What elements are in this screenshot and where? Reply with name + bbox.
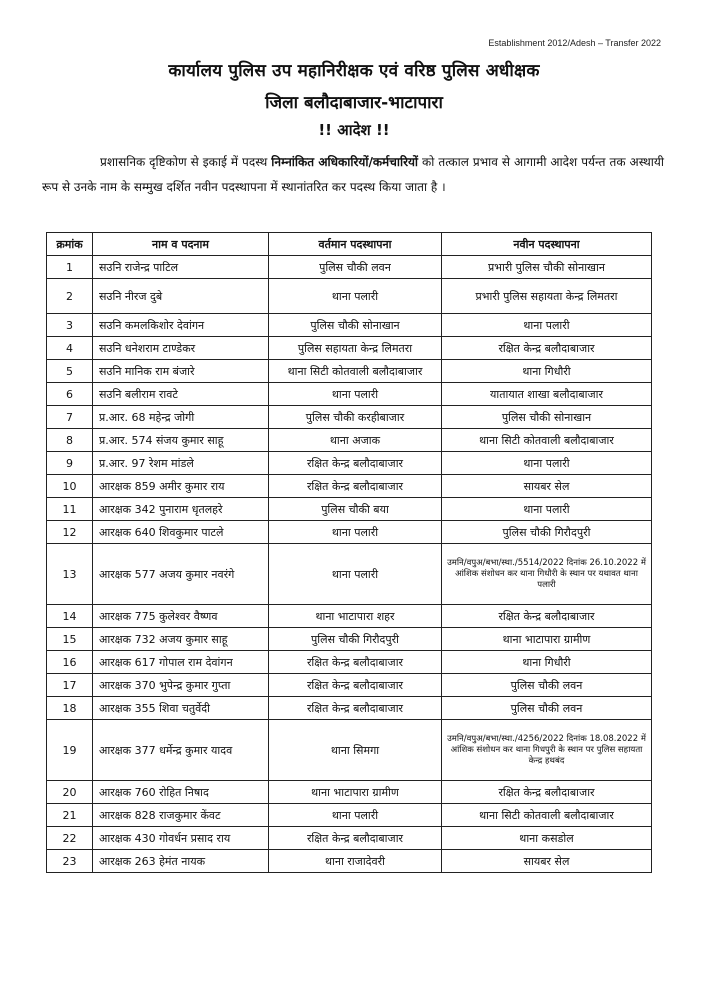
cell-new-posting: थाना सिटी कोतवाली बलौदाबाजार [442, 429, 652, 452]
cell-serial: 18 [47, 697, 93, 720]
cell-name: आरक्षक 430 गोवर्धन प्रसाद राय [93, 827, 269, 850]
cell-name: आरक्षक 342 पुनाराम धृतलहरे [93, 498, 269, 521]
table-row [47, 452, 652, 475]
header-new-posting: नवीन पदस्थापना [442, 233, 652, 256]
cell-serial: 16 [47, 651, 93, 674]
cell-serial: 12 [47, 521, 93, 544]
cell-name: सउनि कमलकिशोर देवांगन [93, 314, 269, 337]
cell-new-posting: थाना पलारी [442, 498, 652, 521]
cell-new-posting: पुलिस चौकी लवन [442, 697, 652, 720]
cell-current-posting: थाना भाटापारा शहर [269, 605, 442, 628]
cell-current-posting: पुलिस चौकी बया [269, 498, 442, 521]
cell-name: आरक्षक 828 राजकुमार केंवट [93, 804, 269, 827]
table-row [47, 406, 652, 429]
cell-new-posting: थाना सिटी कोतवाली बलौदाबाजार [442, 804, 652, 827]
cell-serial: 17 [47, 674, 93, 697]
cell-serial: 19 [47, 720, 93, 781]
table-row [47, 337, 652, 360]
cell-name: आरक्षक 577 अजय कुमार नवरंगे [93, 544, 269, 605]
cell-current-posting: पुलिस चौकी करहीबाजार [269, 406, 442, 429]
cell-serial: 9 [47, 452, 93, 475]
cell-current-posting: पुलिस सहायता केन्द्र लिमतरा [269, 337, 442, 360]
cell-new-posting: रक्षित केन्द्र बलौदाबाजार [442, 605, 652, 628]
table-row [47, 544, 652, 605]
cell-name: आरक्षक 377 धर्मेन्द्र कुमार यादव [93, 720, 269, 781]
cell-new-posting: सायबर सेल [442, 475, 652, 498]
cell-serial: 1 [47, 256, 93, 279]
cell-new-posting: प्रभारी पुलिस चौकी सोनाखान [442, 256, 652, 279]
transfer-table [46, 232, 652, 873]
cell-new-posting: थाना कसडोल [442, 827, 652, 850]
cell-current-posting: थाना सिमगा [269, 720, 442, 781]
cell-current-posting: रक्षित केन्द्र बलौदाबाजार [269, 827, 442, 850]
cell-current-posting: थाना सिटी कोतवाली बलौदाबाजार [269, 360, 442, 383]
cell-current-posting: रक्षित केन्द्र बलौदाबाजार [269, 452, 442, 475]
cell-new-posting: उमनि/वपुअ/बभा/स्था./4256/2022 दिनांक 18.08.2022 में आंशिक संशोधन कर थाना गिधपुरी के स्थान पर पुलिस सहायता केन्द्र हथबंद [442, 720, 652, 781]
cell-serial: 3 [47, 314, 93, 337]
cell-new-posting: प्रभारी पुलिस सहायता केन्द्र लिमतरा [442, 279, 652, 314]
table-row [47, 674, 652, 697]
table-row [47, 697, 652, 720]
cell-new-posting: रक्षित केन्द्र बलौदाबाजार [442, 337, 652, 360]
cell-name: आरक्षक 355 शिवा चतुर्वेदी [93, 697, 269, 720]
cell-current-posting: पुलिस चौकी गिरौदपुरी [269, 628, 442, 651]
cell-new-posting: थाना गिधौरी [442, 360, 652, 383]
cell-name: सउनि नीरज दुबे [93, 279, 269, 314]
cell-name: सउनि राजेन्द्र पाटिल [93, 256, 269, 279]
intro-text-bold: निम्नांकित अधिकारियों/कर्मचारियों [271, 155, 419, 169]
cell-name: आरक्षक 640 शिवकुमार पाटले [93, 521, 269, 544]
cell-serial: 20 [47, 781, 93, 804]
cell-new-posting: सायबर सेल [442, 850, 652, 873]
cell-current-posting: थाना पलारी [269, 383, 442, 406]
cell-name: आरक्षक 370 भुपेन्द्र कुमार गुप्ता [93, 674, 269, 697]
cell-serial: 2 [47, 279, 93, 314]
table-row [47, 429, 652, 452]
table-row [47, 628, 652, 651]
reference-number: Establishment 2012/Adesh – Transfer 2022 [488, 38, 661, 48]
cell-serial: 8 [47, 429, 93, 452]
cell-name: प्र.आर. 97 रेशम मांडले [93, 452, 269, 475]
cell-new-posting: थाना भाटापारा ग्रामीण [442, 628, 652, 651]
cell-name: आरक्षक 617 गोपाल राम देवांगन [93, 651, 269, 674]
cell-current-posting: रक्षित केन्द्र बलौदाबाजार [269, 651, 442, 674]
cell-name: आरक्षक 775 कुलेश्वर वैष्णव [93, 605, 269, 628]
table-row [47, 781, 652, 804]
cell-current-posting: रक्षित केन्द्र बलौदाबाजार [269, 674, 442, 697]
cell-current-posting: थाना अजाक [269, 429, 442, 452]
cell-current-posting: थाना पलारी [269, 279, 442, 314]
table-row [47, 360, 652, 383]
table-header-row [47, 233, 652, 256]
table-row [47, 498, 652, 521]
table-row [47, 256, 652, 279]
cell-current-posting: रक्षित केन्द्र बलौदाबाजार [269, 475, 442, 498]
cell-name: सउनि बलीराम रावटे [93, 383, 269, 406]
cell-current-posting: थाना राजादेवरी [269, 850, 442, 873]
table-row [47, 475, 652, 498]
table-row [47, 850, 652, 873]
cell-name: प्र.आर. 574 संजय कुमार साहू [93, 429, 269, 452]
cell-current-posting: थाना पलारी [269, 544, 442, 605]
cell-name: आरक्षक 732 अजय कुमार साहू [93, 628, 269, 651]
order-title: !! आदेश !! [318, 121, 390, 139]
table-body [47, 256, 652, 873]
cell-serial: 7 [47, 406, 93, 429]
header-serial: क्रमांक [47, 233, 93, 256]
table-row [47, 279, 652, 314]
cell-name: आरक्षक 760 रोहित निषाद [93, 781, 269, 804]
cell-name: सउनि धनेशराम टाण्डेकर [93, 337, 269, 360]
cell-serial: 23 [47, 850, 93, 873]
cell-serial: 13 [47, 544, 93, 605]
cell-new-posting: पुलिस चौकी लवन [442, 674, 652, 697]
cell-current-posting: थाना भाटापारा ग्रामीण [269, 781, 442, 804]
intro-text-1: प्रशासनिक दृष्टिकोण से इकाई में पदस्थ [100, 155, 272, 169]
cell-new-posting: थाना पलारी [442, 452, 652, 475]
cell-new-posting: यातायात शाखा बलौदाबाजार [442, 383, 652, 406]
table-row [47, 651, 652, 674]
intro-text-2: को तत्काल प्रभाव से आगामी आदेश पर्यन्त तक अस्थायी रूप से उनके नाम के सम्मुख दर्शित नवीन पदस्थापना में स्थानांतरित कर पदस्थ किया जाता है । [42, 155, 664, 194]
cell-serial: 11 [47, 498, 93, 521]
cell-serial: 21 [47, 804, 93, 827]
cell-current-posting: थाना पलारी [269, 521, 442, 544]
cell-new-posting: थाना गिधौरी [442, 651, 652, 674]
header-current-posting: वर्तमान पदस्थापना [269, 233, 442, 256]
table-row [47, 314, 652, 337]
cell-current-posting: थाना पलारी [269, 804, 442, 827]
cell-new-posting: उमनि/वपुअ/बभा/स्था./5514/2022 दिनांक 26.10.2022 में आंशिक संशोधन कर थाना गिधौरी के स्थान पर यथावत थाना पलारी [442, 544, 652, 605]
table-row [47, 827, 652, 850]
table-row [47, 804, 652, 827]
cell-serial: 5 [47, 360, 93, 383]
cell-serial: 15 [47, 628, 93, 651]
cell-current-posting: पुलिस चौकी सोनाखान [269, 314, 442, 337]
cell-serial: 22 [47, 827, 93, 850]
district-title: जिला बलौदाबाजार-भाटापारा [265, 93, 443, 113]
cell-name: आरक्षक 263 हेमंत नायक [93, 850, 269, 873]
cell-current-posting: रक्षित केन्द्र बलौदाबाजार [269, 697, 442, 720]
cell-new-posting: पुलिस चौकी सोनाखान [442, 406, 652, 429]
cell-serial: 4 [47, 337, 93, 360]
cell-new-posting: थाना पलारी [442, 314, 652, 337]
table-row [47, 521, 652, 544]
cell-current-posting: पुलिस चौकी लवन [269, 256, 442, 279]
cell-name: सउनि मानिक राम बंजारे [93, 360, 269, 383]
header-name: नाम व पदनाम [93, 233, 269, 256]
cell-serial: 6 [47, 383, 93, 406]
cell-name: प्र.आर. 68 महेन्द्र जोगी [93, 406, 269, 429]
cell-serial: 14 [47, 605, 93, 628]
table-row [47, 720, 652, 781]
cell-serial: 10 [47, 475, 93, 498]
table-row [47, 383, 652, 406]
office-title: कार्यालय पुलिस उप महानिरीक्षक एवं वरिष्ठ पुलिस अधीक्षक [168, 61, 540, 81]
table-row [47, 605, 652, 628]
cell-name: आरक्षक 859 अमीर कुमार राय [93, 475, 269, 498]
cell-new-posting: पुलिस चौकी गिरौदपुरी [442, 521, 652, 544]
cell-new-posting: रक्षित केन्द्र बलौदाबाजार [442, 781, 652, 804]
intro-paragraph [42, 150, 664, 200]
